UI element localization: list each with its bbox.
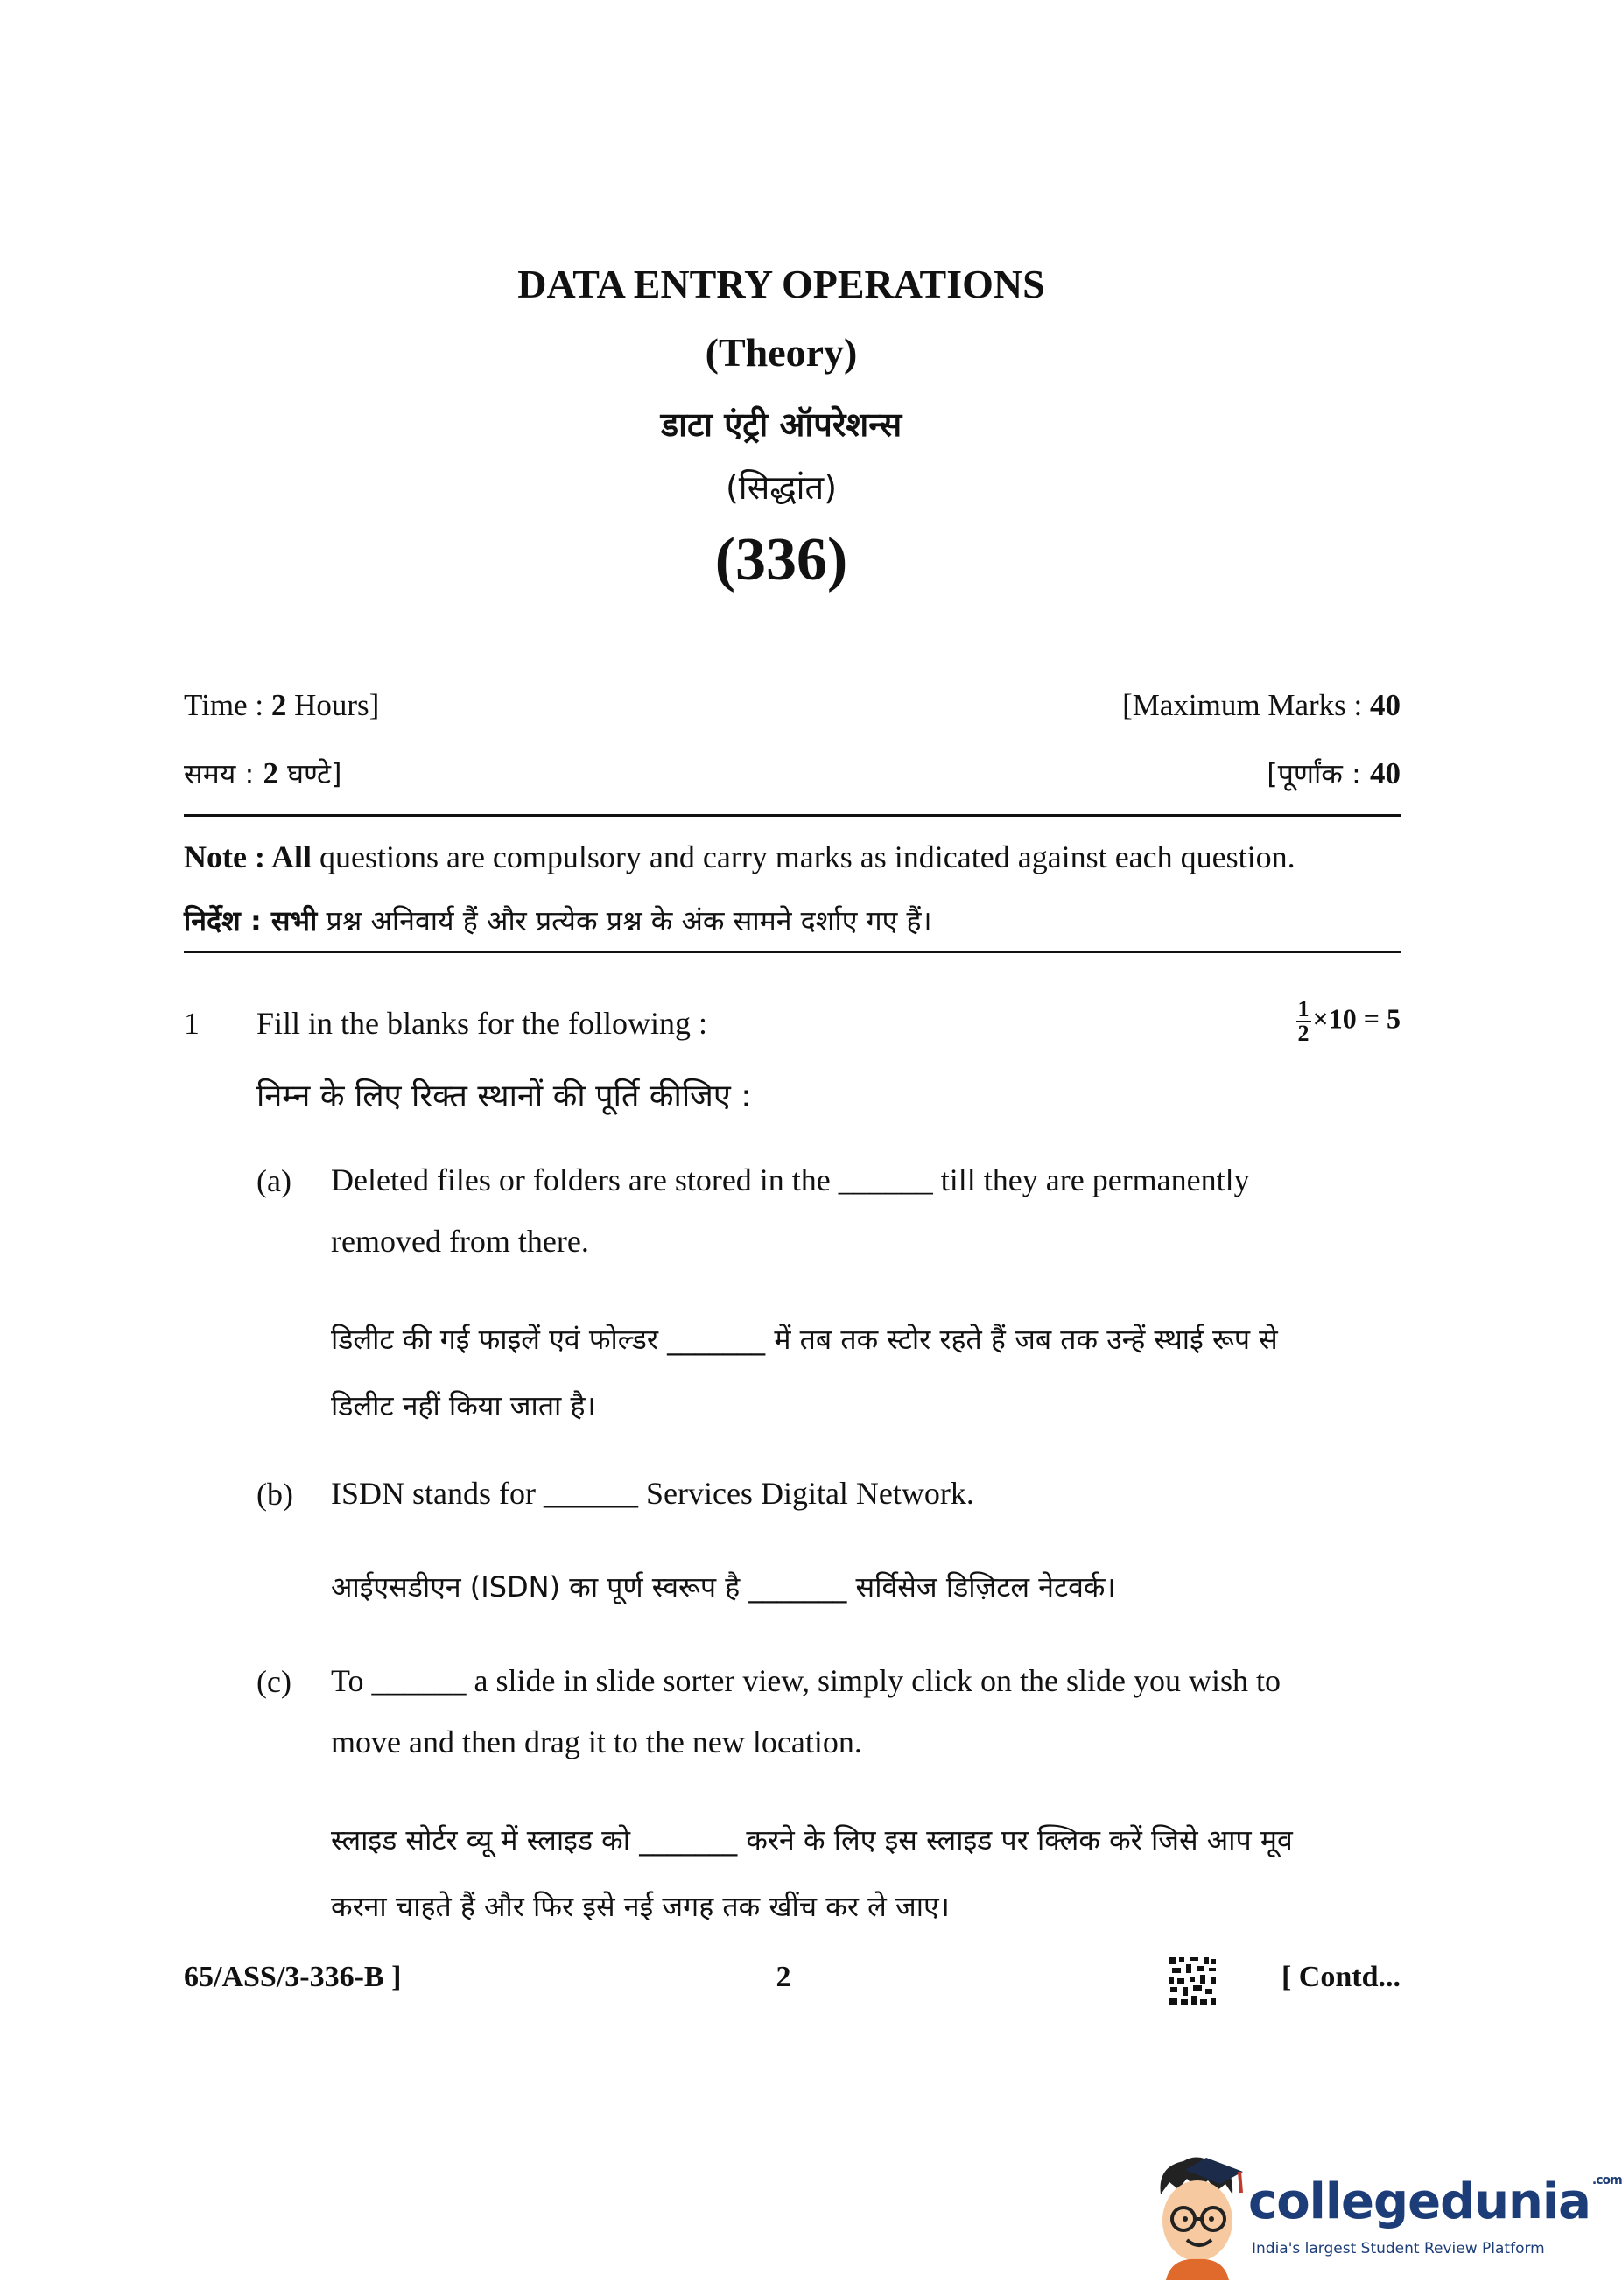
time-en: Time : 2 Hours] [184,688,380,722]
time-marks-hi [184,755,1401,792]
item-b-hi: आईएसडीएन (ISDN) का पूर्ण स्वरूप है _______ सर्विसेज डिज़िटल नेटवर्क। [331,1570,1116,1604]
question-marks: $\frac{1}{2}$ ×10 = 5 [1297,996,1401,1046]
qr-code-icon [1167,1955,1218,2006]
question-text-en: Fill in the blanks for the following : [256,1006,707,1041]
item-c-en: To ______ a slide in slide sorter view, simply click on the slide you wish to move and then drag it to the new location. [331,1663,1281,1759]
contd-label: [ Contd... [1281,1961,1401,1993]
marks-fraction: $\frac{1}{2}$ [1297,996,1310,1046]
paper-title-hindi: डाटा एंट्री ऑपरेशन्स [660,405,902,444]
logo-brand: collegedunia $^{.com}$ [1248,2173,1622,2230]
page-number: 2 [776,1961,791,1993]
note-en: Note : All questions are compulsory and carry marks as indicated against each question. [184,839,1295,874]
paper-code: 65/ASS/3-336-B ] [184,1961,402,1993]
item-a-en: Deleted files or folders are stored in the ______ till they are permanently removed from there. [331,1162,1250,1259]
note-hi: निर्देश : सभी प्रश्न अनिवार्य हैं और प्रत्येक प्रश्न के अंक सामने दर्शाए गए हैं। [184,904,932,937]
item-a-label: (a) [256,1163,291,1198]
divider-bottom [184,951,1401,953]
item-c-label: (c) [256,1664,291,1699]
item-b-label: (b) [256,1477,293,1512]
question-number: 1 [184,1006,200,1041]
divider-top [184,814,1401,817]
logo-tagline: India's largest Student Review Platform [1252,2240,1545,2257]
paper-title: DATA ENTRY OPERATIONS [517,262,1045,306]
item-b-en: ISDN stands for ______ Services Digital Network. [331,1476,974,1511]
time-marks-en [184,688,1401,723]
question-text-hi: निम्न के लिए रिक्त स्थानों की पूर्ति कीजिए : [256,1078,752,1114]
subject-code: (336) [714,526,848,593]
marks-hi: [पूर्णांक : 40 [1267,756,1401,790]
paper-subtitle-hindi: (सिद्धांत) [725,468,838,507]
time-hi: समय : 2 घण्टे] [184,756,342,790]
mascot-icon [1145,2149,1250,2280]
marks-en: [Maximum Marks : 40 [1122,688,1401,722]
item-c-hi: स्लाइड सोर्टर व्यू में स्लाइड को _______ करने के लिए इस स्लाइड पर क्लिक करें जिसे आप मूव करना चाहते हैं और फिर इसे नई जगह तक खींच कर ले जाए। [331,1823,1293,1923]
item-a-hi: डिलीट की गई फाइलें एवं फोल्डर _______ में तब तक स्टोर रहते हैं जब तक उन्हें स्थाई रूप से डिलीट नहीं किया जाता है। [331,1323,1278,1422]
paper-subtitle: (Theory) [705,330,858,375]
collegedunia-logo [1145,2149,1622,2289]
